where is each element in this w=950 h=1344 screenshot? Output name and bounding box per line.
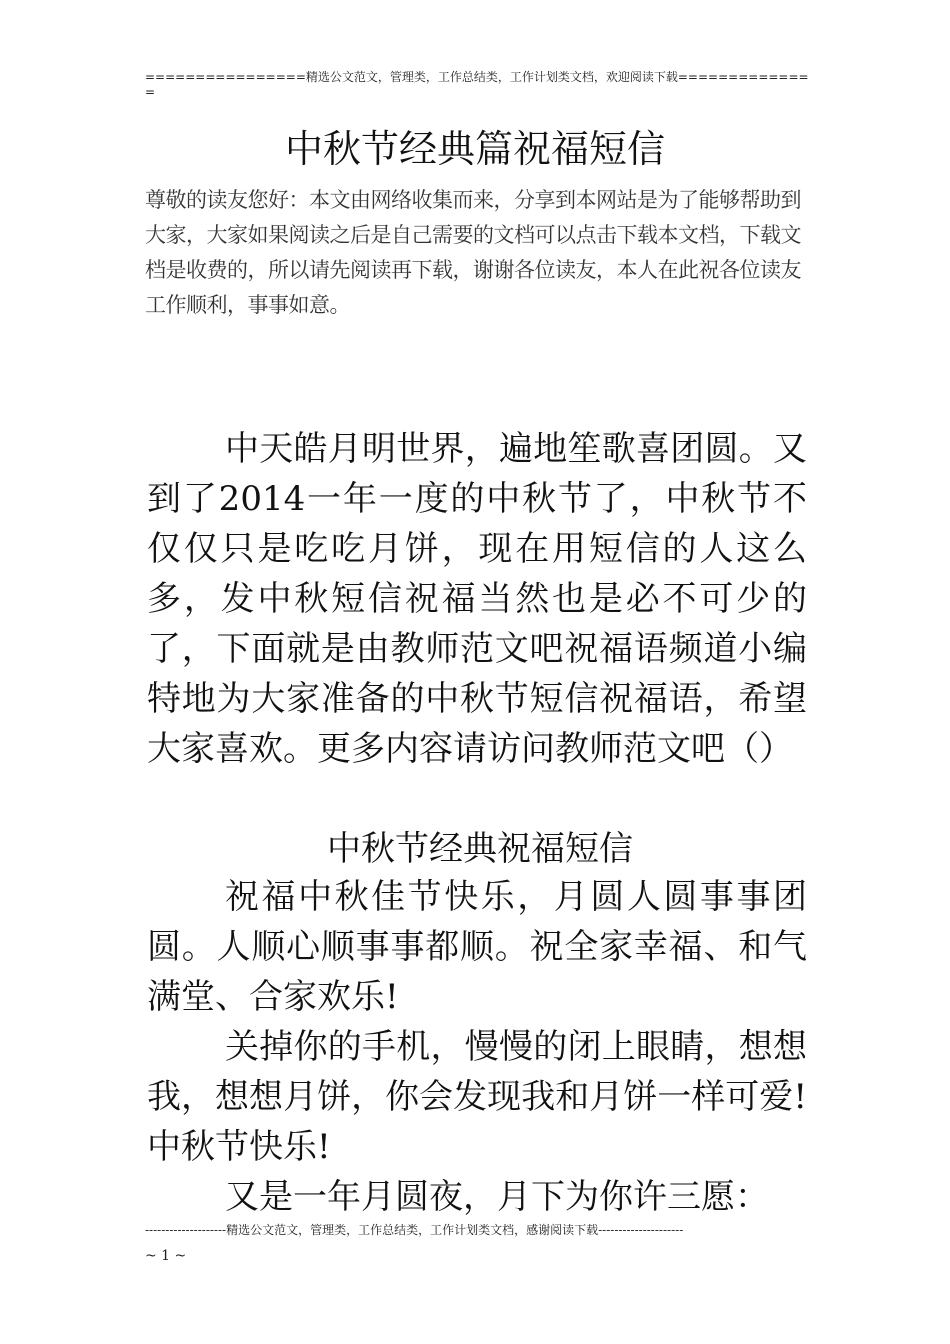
header-banner-continuation: = — [145, 85, 156, 99]
header-banner: ================精选公文范文，管理类，工作总结类，工作计划类文档，欢迎阅读下载============= — [145, 70, 809, 84]
blessing-message-3: 又是一年月圆夜，月下为你许三愿： — [225, 1177, 769, 1217]
intro-paragraph: 中天皓月明世界，遍地笙歌喜团圆。又到了2014一年一度的中秋节了，中秋节不仅仅只是吃吃月饼，现在用短信的人这么多，发中秋短信祝福当然也是必不可少的了，下面就是由教师范文吧祝福语频道小编特地为大家准备的中秋节短信祝福语，希望大家喜欢。更多内容请访问教师范文吧（） — [147, 429, 807, 769]
document-title: 中秋节经典篇祝福短信 — [284, 127, 665, 171]
blessing-message-1: 祝福中秋佳节快乐，月圆人圆事事团圆。人顺心顺事事都顺。祝全家幸福、和气满堂、合家欢乐! — [147, 877, 807, 1017]
reader-notice: 尊敬的读友您好：本文由网络收集而来，分享到本网站是为了能够帮助到大家，大家如果阅读之后是自己需要的文档可以点击下载本文档，下载文档是收费的，所以请先阅读再下载，谢谢各位读友，本人在此祝各位读友工作顺利，事事如意。 — [145, 188, 801, 317]
page-number: ~ 1 ~ — [145, 1248, 187, 1264]
section-heading: 中秋节经典祝福短信 — [327, 829, 633, 869]
blessing-message-2: 关掉你的手机，慢慢的闭上眼睛，想想我，想想月饼，你会发现我和月饼一样可爱!中秋节快乐! — [147, 1027, 807, 1167]
footer-banner: --------------------精选公文范文，管理类，工作总结类，工作计划类文档，感谢阅读下载--------------------- — [145, 1223, 684, 1237]
